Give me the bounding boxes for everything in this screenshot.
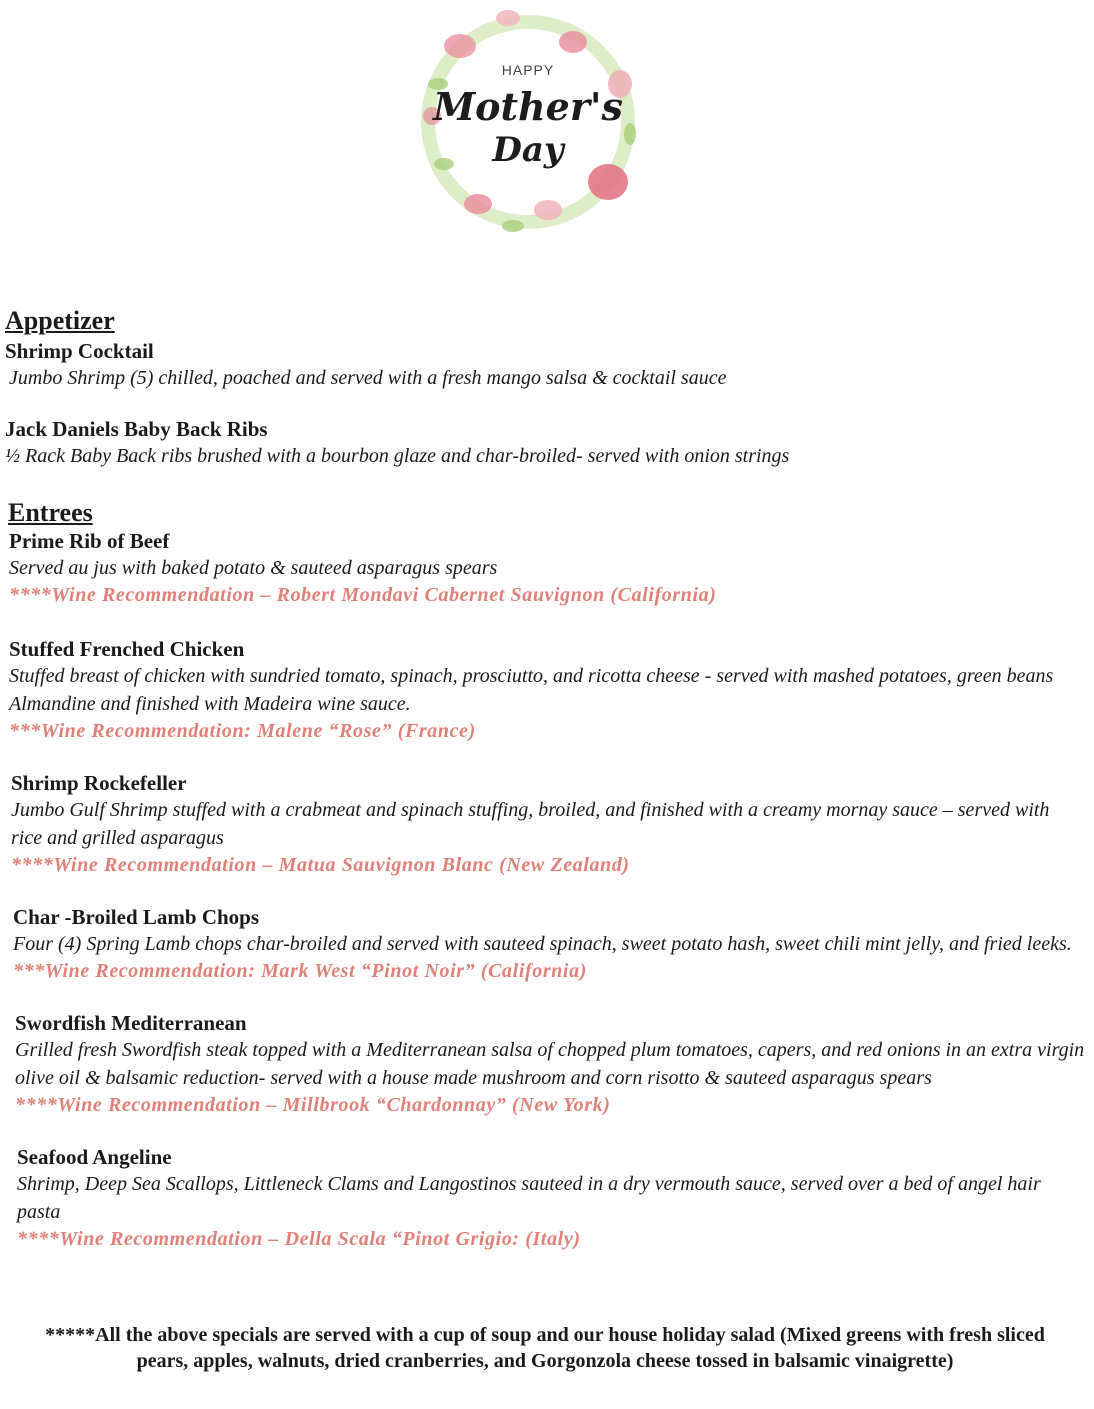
item-description: Jumbo Gulf Shrimp stuffed with a crabmeat and spinach stuffing, broiled, and finished with a creamy mornay sauce – served with rice and grilled asparagus — [11, 799, 1050, 849]
menu-item-seafood-angeline — [5, 1144, 1085, 1252]
wine-recommendation: ****Wine Recommendation – Della Scala “Pinot Grigio: (Italy) — [17, 1228, 581, 1250]
item-description: Four (4) Spring Lamb chops char-broiled and served with sauteed spinach, sweet potato hash, sweet chili mint jelly, and fried leeks. — [13, 933, 1072, 955]
menu-item-shrimp-rockefeller — [5, 770, 1085, 878]
menu-item-shrimp-cocktail — [5, 338, 1085, 392]
item-name: Char -Broiled Lamb Chops — [13, 905, 260, 929]
menu-body — [5, 306, 1085, 1252]
appetizer-heading: Appetizer — [5, 306, 115, 335]
logo-day-text: Day — [492, 130, 564, 170]
logo-happy-text: HAPPY — [501, 62, 555, 78]
specials-footnote: *****All the above specials are served with a cup of soup and our house holiday salad (Mixed greens with fresh sliced pears, apples, walnuts, dried cranberries, and Gorgonzola cheese tossed in balsamic vinaigrette) — [45, 1324, 1045, 1372]
logo-mothers-text: Mother's — [433, 84, 623, 129]
menu-item-prime-rib — [5, 528, 1085, 608]
item-description: Stuffed breast of chicken with sundried tomato, spinach, prosciutto, and ricotta cheese - served with mashed potatoes, green beans Almandine and finished with Madeira wine sauce. — [9, 665, 1054, 715]
menu-item-lamb-chops — [5, 904, 1085, 984]
mothers-day-logo — [408, 4, 648, 240]
menu-item-stuffed-chicken — [5, 636, 1085, 744]
menu-item-swordfish — [5, 1010, 1085, 1118]
menu-item-ribs — [5, 416, 1085, 470]
item-description: Grilled fresh Swordfish steak topped with a Mediterranean salsa of chopped plum tomatoes, capers, and red onions in an extra virgin olive oil & balsamic reduction- served with a house made mushroom and corn risotto & sauteed asparagus spears — [15, 1039, 1085, 1089]
item-name: Shrimp Cocktail — [5, 339, 154, 363]
wine-recommendation: ****Wine Recommendation – Robert Mondavi Cabernet Sauvignon (California) — [9, 584, 717, 606]
item-name: Prime Rib of Beef — [9, 529, 170, 553]
item-description: Shrimp, Deep Sea Scallops, Littleneck Clams and Langostinos sauteed in a dry vermouth sauce, served over a bed of angel hair pasta — [17, 1173, 1041, 1223]
item-description: Served au jus with baked potato & sauteed asparagus spears — [9, 557, 498, 579]
item-description: Jumbo Shrimp (5) chilled, poached and served with a fresh mango salsa & cocktail sauce — [9, 367, 727, 389]
wine-recommendation: ****Wine Recommendation – Matua Sauvignon Blanc (New Zealand) — [11, 854, 630, 876]
item-name: Seafood Angeline — [17, 1145, 172, 1169]
item-name: Jack Daniels Baby Back Ribs — [5, 417, 268, 441]
wine-recommendation: ***Wine Recommendation: Mark West “Pinot Noir” (California) — [13, 960, 587, 982]
wine-recommendation: ****Wine Recommendation – Millbrook “Chardonnay” (New York) — [15, 1094, 611, 1116]
item-name: Swordfish Mediterranean — [15, 1011, 247, 1035]
item-name: Shrimp Rockefeller — [11, 771, 187, 795]
entrees-heading: Entrees — [8, 498, 93, 527]
item-description: ½ Rack Baby Back ribs brushed with a bourbon glaze and char-broiled- served with onion strings — [5, 445, 790, 467]
item-name: Stuffed Frenched Chicken — [9, 637, 245, 661]
wine-recommendation: ***Wine Recommendation: Malene “Rose” (France) — [9, 720, 476, 742]
